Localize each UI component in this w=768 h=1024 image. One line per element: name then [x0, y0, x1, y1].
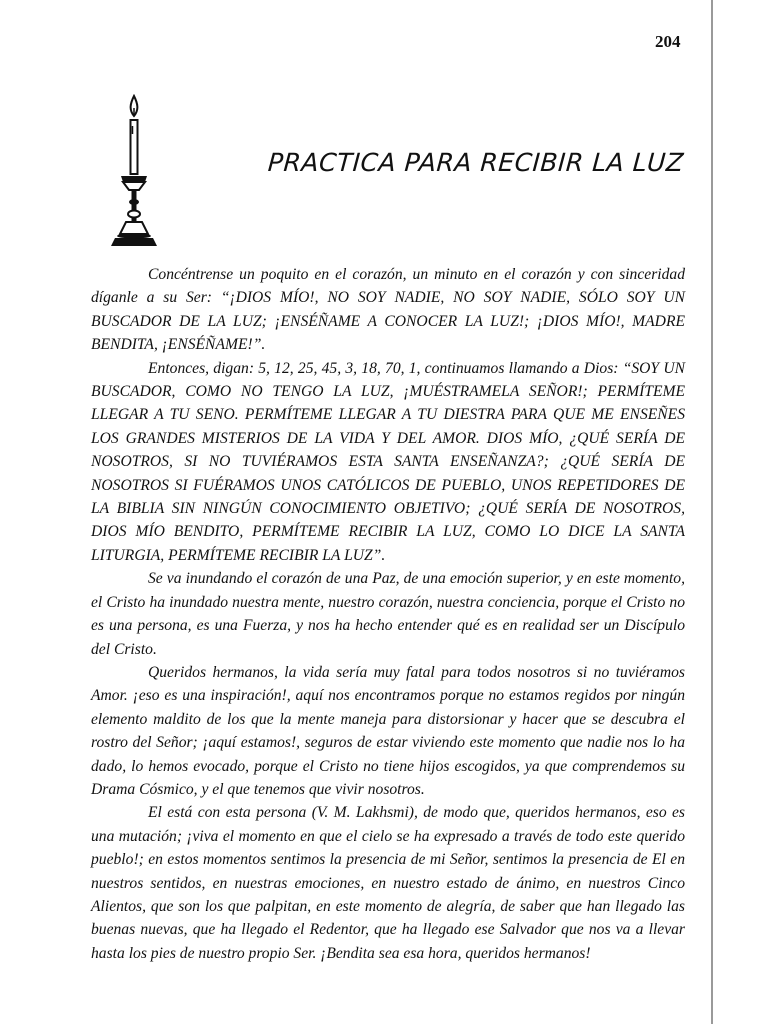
paragraph: Entonces, digan: 5, 12, 25, 45, 3, 18, 70, 1, continuamos llamando a Dios: “SOY UN BUSCADOR, COMO NO TENGO LA LUZ, ¡MUÉSTRAMELA SEÑOR!; PERMÍTEME LLEGAR A TU SENO. PERMÍTEME LLEGAR A TU DIESTRA PARA QUE ME ENSEÑES LOS GRANDES MISTERIOS DE LA VIDA Y DEL AMOR. DIOS MÍO, ¿QUÉ SERÍA DE NOSOTROS, SI NO TUVIÉRAMOS ESTA SANTA ENSEÑANZA?; ¿QUÉ SERÍA DE NOSOTROS SI FUÉRAMOS UNOS CATÓLICOS DE PUEBLO, UNOS REPETIDORES DE LA BIBLIA SIN NINGÚN CONOCIMIENTO OBJETIVO; ¿QUÉ SERÍA DE NOSOTROS, DIOS MÍO BENDITO, PERMÍTEME RECIBIR LA LUZ, COMO LO DICE LA SANTA LITURGIA, PERMÍTEME RECIBIR LA LUZ”.: [91, 359, 685, 564]
page-number: 204: [655, 32, 681, 51]
paragraph: Se va inundando el corazón de una Paz, de una emoción superior, y en este momento, el Cristo ha inundado nuestra mente, nuestro corazón, nuestra conciencia, porque el Cristo no es una persona, es una Fuerza, y nos ha hecho entender qué es en realidad ser un Discípulo del Cristo.: [91, 570, 685, 658]
paragraph: Concéntrense un poquito en el corazón, un minuto en el corazón y con sinceridad díganle a su Ser: “¡DIOS MÍO!, NO SOY NADIE, NO SOY NADIE, SÓLO SOY UN BUSCADOR DE LA LUZ; ¡ENSÉÑAME A CONOCER LA LUZ!; ¡DIOS MÍO!, MADRE BENDITA, ¡ENSÉÑAME!”.: [91, 266, 685, 354]
page-title: PRACTICA PARA RECIBIR LA LUZ: [266, 148, 685, 177]
body-text: [91, 263, 685, 965]
paragraph: El está con esta persona (V. M. Lakhsmi), de modo que, queridos hermanos, eso es una mutación; ¡viva el momento en que el cielo se ha expresado a través de todo este querido pueblo!; en estos momentos sentimos la presencia de mi Señor, sentimos la presencia de El en nuestros sentidos, en nuestras emociones, en nuestro estado de ánimo, en nuestros Cinco Alientos, que son los que palpitan, en este momento de alegría, de saber que han llegado las buenas nuevas, que ha llegado el Redentor, que ha llegado ese Salvador que nos va a llevar hasta los pies de nuestro propio Ser. ¡Bendita sea esa hora, queridos hermanos!: [91, 804, 685, 962]
paragraph: Queridos hermanos, la vida sería muy fatal para todos nosotros si no tuviéramos Amor. ¡eso es una inspiración!, aquí nos encontramos porque no estamos regidos por ningún elemento maldito de los que la mente maneja para distorsionar y hacer que se descubra el rostro del Señor; ¡aquí estamos!, seguros de estar viviendo este momento que nadie nos lo ha dado, lo hemos evocado, porque el Cristo no tiene hijos escogidos, ya que comprendemos su Drama Cósmico, y el que tenemos que vivir nosotros.: [91, 663, 685, 798]
page-edge-rule: [711, 0, 713, 1024]
candle-in-candlestick-icon: [108, 94, 160, 254]
